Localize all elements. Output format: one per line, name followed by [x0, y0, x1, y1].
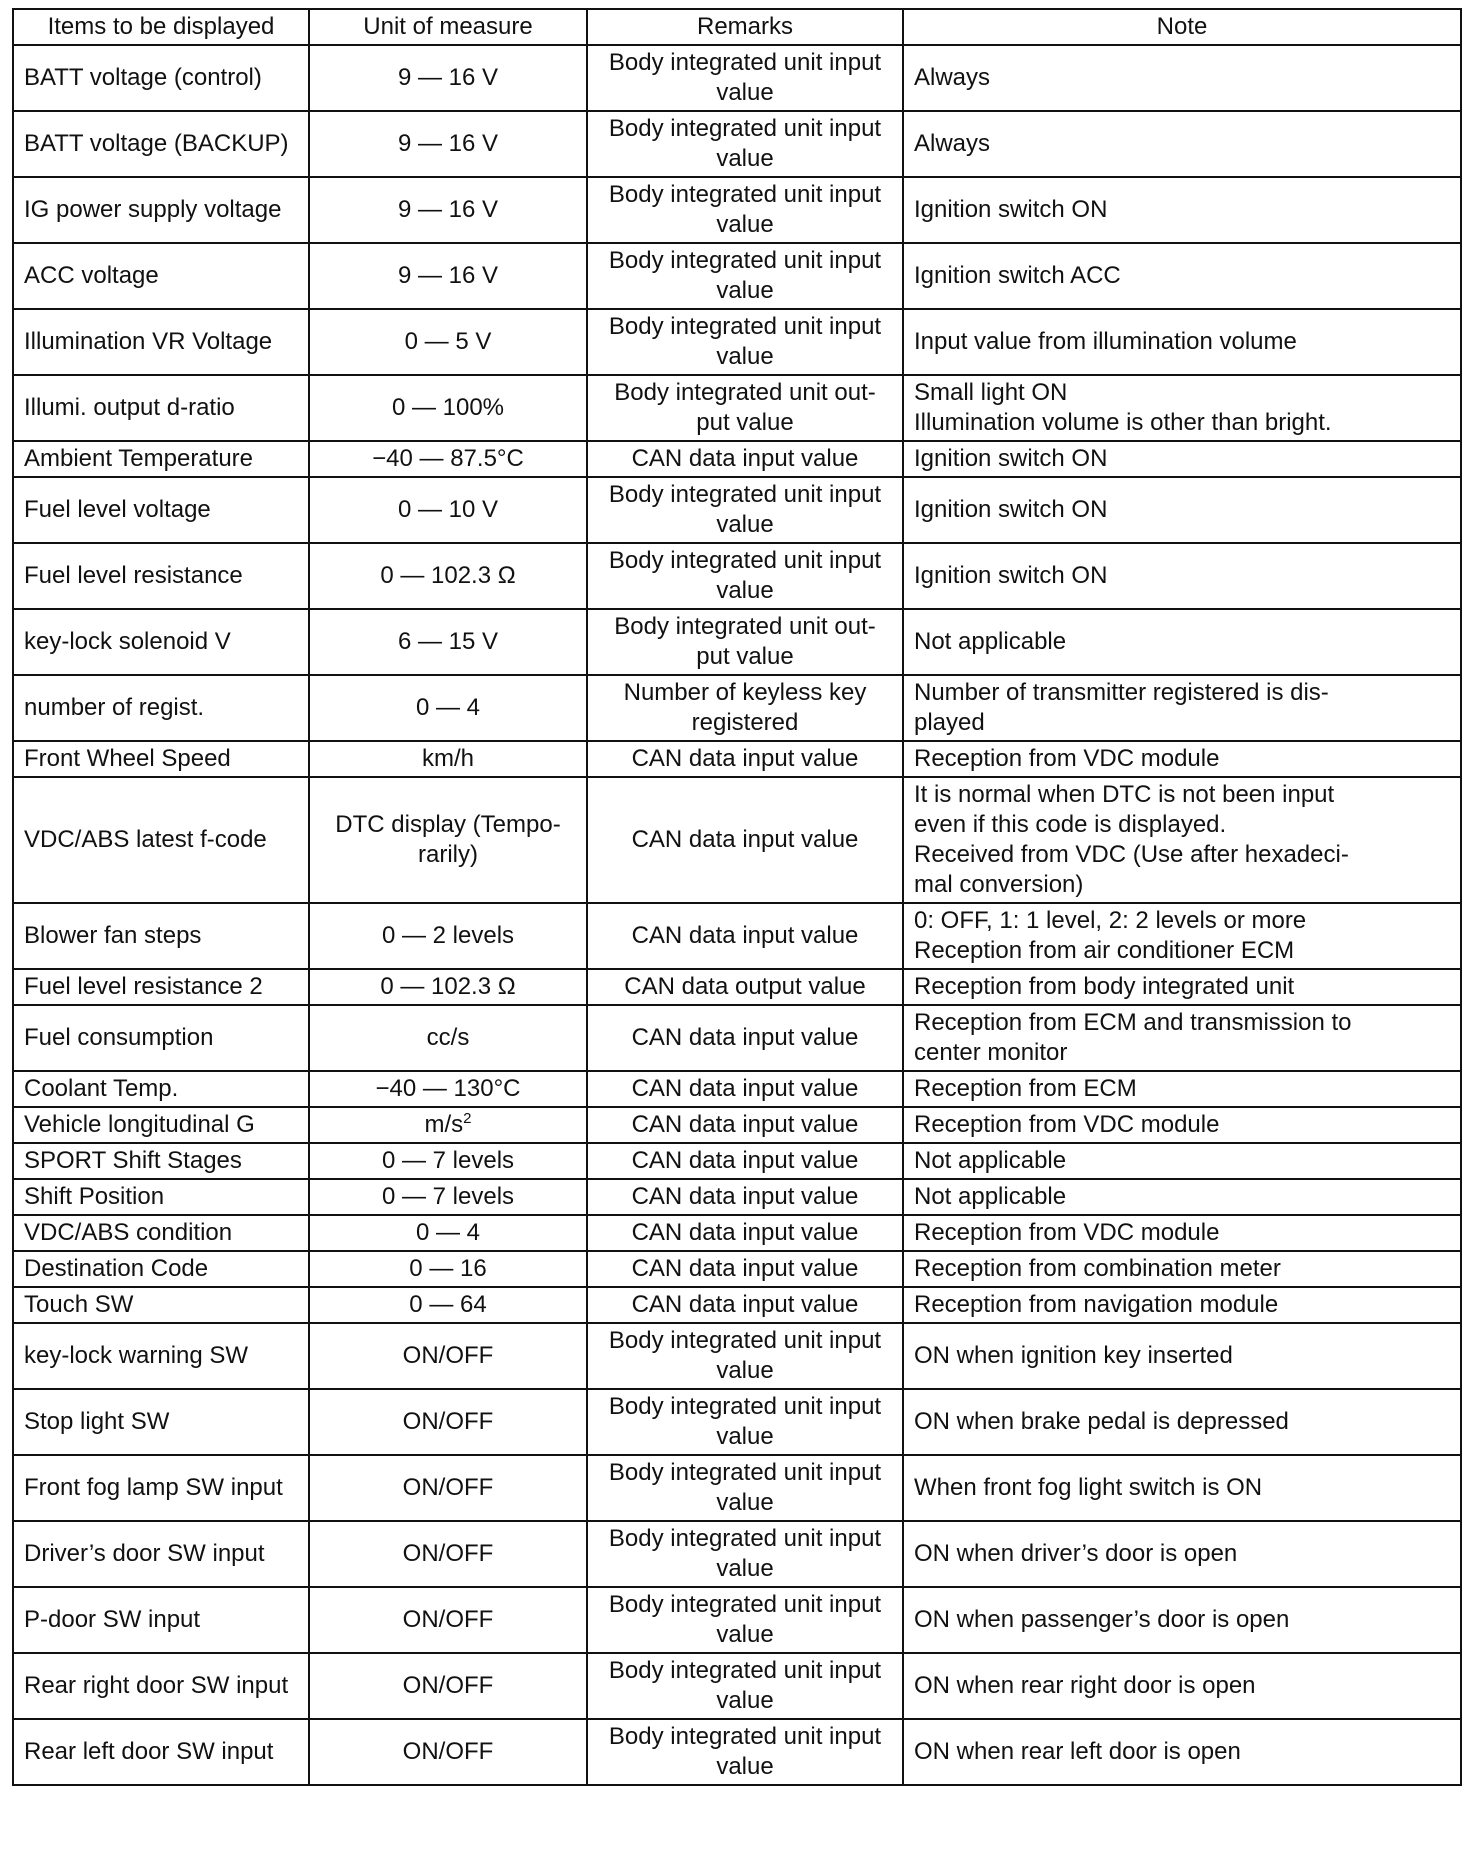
item-cell: Shift Position [13, 1179, 309, 1215]
item-cell: BATT voltage (control) [13, 45, 309, 111]
note-cell: Reception from body integrated unit [903, 969, 1461, 1005]
note-cell: Reception from VDC module [903, 1215, 1461, 1251]
unit-superscript: 2 [463, 1110, 472, 1127]
note-cell: Reception from VDC module [903, 1107, 1461, 1143]
unit-cell: 0 — 10 V [309, 477, 587, 543]
remarks-cell: Body integrated unit input value [587, 1323, 903, 1389]
item-cell: Fuel level voltage [13, 477, 309, 543]
note-cell: Reception from ECM and transmission to center monitor [903, 1005, 1461, 1071]
note-cell: Number of transmitter registered is dis- played [903, 675, 1461, 741]
note-cell: Reception from combination meter [903, 1251, 1461, 1287]
table-row [13, 1107, 1461, 1143]
note-cell: ON when rear right door is open [903, 1653, 1461, 1719]
item-cell: SPORT Shift Stages [13, 1143, 309, 1179]
table-row [13, 111, 1461, 177]
unit-cell: 0 — 64 [309, 1287, 587, 1323]
remarks-cell: CAN data output value [587, 969, 903, 1005]
header-items: Items to be displayed [13, 9, 309, 45]
item-cell: Fuel consumption [13, 1005, 309, 1071]
remarks-cell: Body integrated unit input value [587, 243, 903, 309]
item-cell: Front Wheel Speed [13, 741, 309, 777]
note-cell: Ignition switch ON [903, 543, 1461, 609]
item-cell: BATT voltage (BACKUP) [13, 111, 309, 177]
note-cell: Not applicable [903, 1179, 1461, 1215]
remarks-cell: CAN data input value [587, 1143, 903, 1179]
table-row [13, 1071, 1461, 1107]
remarks-cell: CAN data input value [587, 441, 903, 477]
unit-cell: ON/OFF [309, 1719, 587, 1785]
remarks-cell: CAN data input value [587, 1251, 903, 1287]
note-cell: Not applicable [903, 609, 1461, 675]
unit-cell: cc/s [309, 1005, 587, 1071]
unit-cell: 0 — 7 levels [309, 1179, 587, 1215]
remarks-cell: Body integrated unit out- put value [587, 375, 903, 441]
item-cell: Illumination VR Voltage [13, 309, 309, 375]
remarks-cell: Body integrated unit input value [587, 1653, 903, 1719]
table-row [13, 675, 1461, 741]
item-cell: Front fog lamp SW input [13, 1455, 309, 1521]
unit-cell: 0 — 5 V [309, 309, 587, 375]
table-row [13, 1521, 1461, 1587]
note-cell: ON when brake pedal is depressed [903, 1389, 1461, 1455]
unit-cell: ON/OFF [309, 1455, 587, 1521]
table-row [13, 1005, 1461, 1071]
unit-cell: 0 — 4 [309, 1215, 587, 1251]
unit-cell: 9 — 16 V [309, 45, 587, 111]
data-monitor-table-container [12, 8, 1460, 1786]
remarks-cell: CAN data input value [587, 777, 903, 903]
remarks-cell: Body integrated unit out- put value [587, 609, 903, 675]
remarks-cell: Number of keyless key registered [587, 675, 903, 741]
remarks-cell: Body integrated unit input value [587, 1389, 903, 1455]
table-row [13, 309, 1461, 375]
item-cell: number of regist. [13, 675, 309, 741]
table-row [13, 1719, 1461, 1785]
remarks-cell: CAN data input value [587, 1107, 903, 1143]
table-row [13, 177, 1461, 243]
note-cell: 0: OFF, 1: 1 level, 2: 2 levels or more Reception from air conditioner ECM [903, 903, 1461, 969]
unit-cell: 0 — 4 [309, 675, 587, 741]
item-cell: Coolant Temp. [13, 1071, 309, 1107]
table-row [13, 1587, 1461, 1653]
table-row [13, 609, 1461, 675]
note-cell: Ignition switch ACC [903, 243, 1461, 309]
table-row [13, 243, 1461, 309]
table-row [13, 1251, 1461, 1287]
note-cell: It is normal when DTC is not been input even if this code is displayed. Received from VDC (Use after hexadeci- mal conversion) [903, 777, 1461, 903]
table-row [13, 1179, 1461, 1215]
unit-cell: 0 — 102.3 Ω [309, 969, 587, 1005]
unit-cell: ON/OFF [309, 1521, 587, 1587]
note-cell: When front fog light switch is ON [903, 1455, 1461, 1521]
item-cell: key-lock warning SW [13, 1323, 309, 1389]
item-cell: IG power supply voltage [13, 177, 309, 243]
note-cell: Always [903, 45, 1461, 111]
note-cell: Ignition switch ON [903, 441, 1461, 477]
item-cell: key-lock solenoid V [13, 609, 309, 675]
table-row [13, 777, 1461, 903]
remarks-cell: CAN data input value [587, 1005, 903, 1071]
item-cell: VDC/ABS condition [13, 1215, 309, 1251]
header-remarks: Remarks [587, 9, 903, 45]
note-cell: ON when passenger’s door is open [903, 1587, 1461, 1653]
table-row [13, 903, 1461, 969]
remarks-cell: Body integrated unit input value [587, 177, 903, 243]
item-cell: Stop light SW [13, 1389, 309, 1455]
remarks-cell: Body integrated unit input value [587, 309, 903, 375]
remarks-cell: Body integrated unit input value [587, 1455, 903, 1521]
unit-cell: 6 — 15 V [309, 609, 587, 675]
remarks-cell: Body integrated unit input value [587, 1587, 903, 1653]
table-body [13, 45, 1461, 1785]
unit-cell: ON/OFF [309, 1323, 587, 1389]
table-row [13, 441, 1461, 477]
table-row [13, 1455, 1461, 1521]
unit-cell: ON/OFF [309, 1653, 587, 1719]
item-cell: ACC voltage [13, 243, 309, 309]
unit-cell: ON/OFF [309, 1587, 587, 1653]
table-row [13, 543, 1461, 609]
note-cell: Reception from VDC module [903, 741, 1461, 777]
item-cell: Illumi. output d-ratio [13, 375, 309, 441]
header-unit: Unit of measure [309, 9, 587, 45]
item-cell: Blower fan steps [13, 903, 309, 969]
item-cell: Rear right door SW input [13, 1653, 309, 1719]
remarks-cell: Body integrated unit input value [587, 45, 903, 111]
note-cell: Always [903, 111, 1461, 177]
remarks-cell: CAN data input value [587, 1071, 903, 1107]
remarks-cell: CAN data input value [587, 1215, 903, 1251]
table-row [13, 1287, 1461, 1323]
remarks-cell: CAN data input value [587, 1179, 903, 1215]
unit-cell: 0 — 7 levels [309, 1143, 587, 1179]
note-cell: Input value from illumination volume [903, 309, 1461, 375]
table-row [13, 1215, 1461, 1251]
item-cell: P-door SW input [13, 1587, 309, 1653]
note-cell: Ignition switch ON [903, 477, 1461, 543]
item-cell: Ambient Temperature [13, 441, 309, 477]
unit-cell: 0 — 16 [309, 1251, 587, 1287]
note-cell: ON when driver’s door is open [903, 1521, 1461, 1587]
header-row [13, 9, 1461, 45]
unit-cell: −40 — 130°C [309, 1071, 587, 1107]
note-cell: Small light ON Illumination volume is other than bright. [903, 375, 1461, 441]
table-row [13, 1389, 1461, 1455]
unit-cell: −40 — 87.5°C [309, 441, 587, 477]
unit-cell [309, 1107, 587, 1143]
item-cell: Fuel level resistance [13, 543, 309, 609]
remarks-cell: Body integrated unit input value [587, 1719, 903, 1785]
item-cell: Fuel level resistance 2 [13, 969, 309, 1005]
table-row [13, 477, 1461, 543]
unit-cell: ON/OFF [309, 1389, 587, 1455]
table-row [13, 45, 1461, 111]
item-cell: Rear left door SW input [13, 1719, 309, 1785]
unit-cell: 9 — 16 V [309, 177, 587, 243]
note-cell: Not applicable [903, 1143, 1461, 1179]
note-cell: Ignition switch ON [903, 177, 1461, 243]
item-cell: Driver’s door SW input [13, 1521, 309, 1587]
item-cell: VDC/ABS latest f-code [13, 777, 309, 903]
remarks-cell: CAN data input value [587, 1287, 903, 1323]
remarks-cell: CAN data input value [587, 903, 903, 969]
unit-cell: 0 — 102.3 Ω [309, 543, 587, 609]
table-row [13, 969, 1461, 1005]
unit-text: m/s [424, 1111, 464, 1138]
header-note: Note [903, 9, 1461, 45]
unit-cell: km/h [309, 741, 587, 777]
table-row [13, 375, 1461, 441]
table-row [13, 1653, 1461, 1719]
remarks-cell: Body integrated unit input value [587, 477, 903, 543]
unit-cell: 9 — 16 V [309, 243, 587, 309]
note-cell: Reception from ECM [903, 1071, 1461, 1107]
table-row [13, 1143, 1461, 1179]
unit-cell: 9 — 16 V [309, 111, 587, 177]
remarks-cell: Body integrated unit input value [587, 543, 903, 609]
unit-cell: DTC display (Tempo- rarily) [309, 777, 587, 903]
remarks-cell: Body integrated unit input value [587, 111, 903, 177]
item-cell: Destination Code [13, 1251, 309, 1287]
item-cell: Touch SW [13, 1287, 309, 1323]
table-row [13, 741, 1461, 777]
note-cell: ON when rear left door is open [903, 1719, 1461, 1785]
remarks-cell: Body integrated unit input value [587, 1521, 903, 1587]
item-cell: Vehicle longitudinal G [13, 1107, 309, 1143]
unit-cell: 0 — 100% [309, 375, 587, 441]
data-monitor-table [12, 8, 1462, 1786]
table-row [13, 1323, 1461, 1389]
unit-cell: 0 — 2 levels [309, 903, 587, 969]
note-cell: Reception from navigation module [903, 1287, 1461, 1323]
note-cell: ON when ignition key inserted [903, 1323, 1461, 1389]
remarks-cell: CAN data input value [587, 741, 903, 777]
